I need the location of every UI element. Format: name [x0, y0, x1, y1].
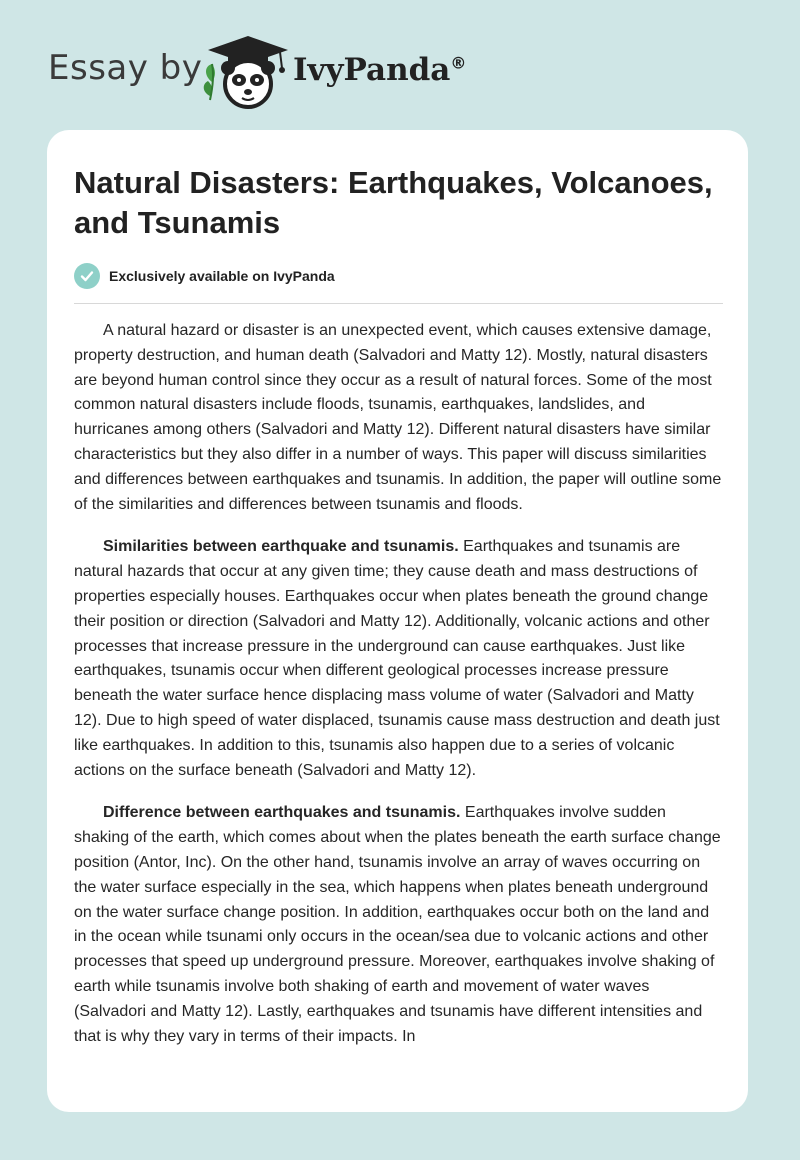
- registered-mark: ®: [450, 53, 467, 73]
- brand-name[interactable]: [293, 52, 466, 88]
- badge-text: Exclusively available on IvyPanda: [109, 268, 335, 284]
- ivypanda-logo-icon[interactable]: [198, 30, 290, 110]
- essay-body: [74, 319, 724, 1067]
- site-header: [0, 0, 800, 130]
- paragraph-heading: Similarities between earthquake and tsunamis.: [103, 538, 459, 556]
- paragraph-text: Earthquakes involve sudden shaking of the earth, which comes about when the plates beneath the earth surface change position (Antor, Inc). On the other hand, tsunamis involve an array of waves occurring on the water surface especially in the sea, which happens when plates beneath underground on the water surface change position. In addition, earthquakes occur both on the land and in the ocean while tsunami only occurs in the ocean/sea due to volcanic actions and other processes that speed up underground pressure. Moreover, earthquakes involve shaking of earth while tsunamis involve both shaking of earth and movement of water waves (Salvadori and Matty 12). Lastly, earthquakes and tsunamis have different intensities and that is why they vary in terms of their impacts. In: [74, 804, 721, 1045]
- essay-by-label: Essay by: [48, 48, 203, 88]
- check-icon: [74, 263, 100, 289]
- paragraph-1: [74, 319, 724, 517]
- brand-text: IvyPanda: [293, 52, 451, 88]
- exclusive-badge: [74, 263, 335, 289]
- paragraph-3: [74, 801, 724, 1049]
- paragraph-2: [74, 535, 724, 783]
- paragraph-text: Earthquakes and tsunamis are natural hazards that occur at any given time; they cause death and mass destructions of properties especially houses. Earthquakes occur when plates beneath the ground change their position or direction (Salvadori and Matty 12). Additionally, volcanic actions and other processes that increase pressure in the underground can cause earthquakes. Just like earthquakes, tsunamis occur when different geological processes increase pressure beneath the water surface hence displacing mass volume of water (Salvadori and Matty 12). Due to high speed of water displaced, tsunamis cause mass destruction and death just like earthquakes. In addition to this, tsunamis also happen due to a series of volcanic actions on the surface beneath (Salvadori and Matty 12).: [74, 538, 720, 779]
- divider: [74, 303, 723, 304]
- essay-title: Natural Disasters: Earthquakes, Volcanoes, and Tsunamis: [74, 165, 713, 240]
- essay-card: [47, 130, 748, 1112]
- paragraph-heading: Difference between earthquakes and tsunamis.: [103, 804, 461, 822]
- paragraph-text: A natural hazard or disaster is an unexpected event, which causes extensive damage, property destruction, and human death (Salvadori and Matty 12). Mostly, natural disasters are beyond human control since they occur as a result of natural forces. Some of the most common natural disasters include floods, tsunamis, earthquakes, landslides, and hurricanes among others (Salvadori and Matty 12). Different natural disasters have similar characteristics but they also differ in a number of ways. This paper will discuss similarities and differences between earthquakes and tsunamis. In addition, the paper will outline some of the similarities and differences between tsunamis and floods.: [74, 322, 722, 513]
